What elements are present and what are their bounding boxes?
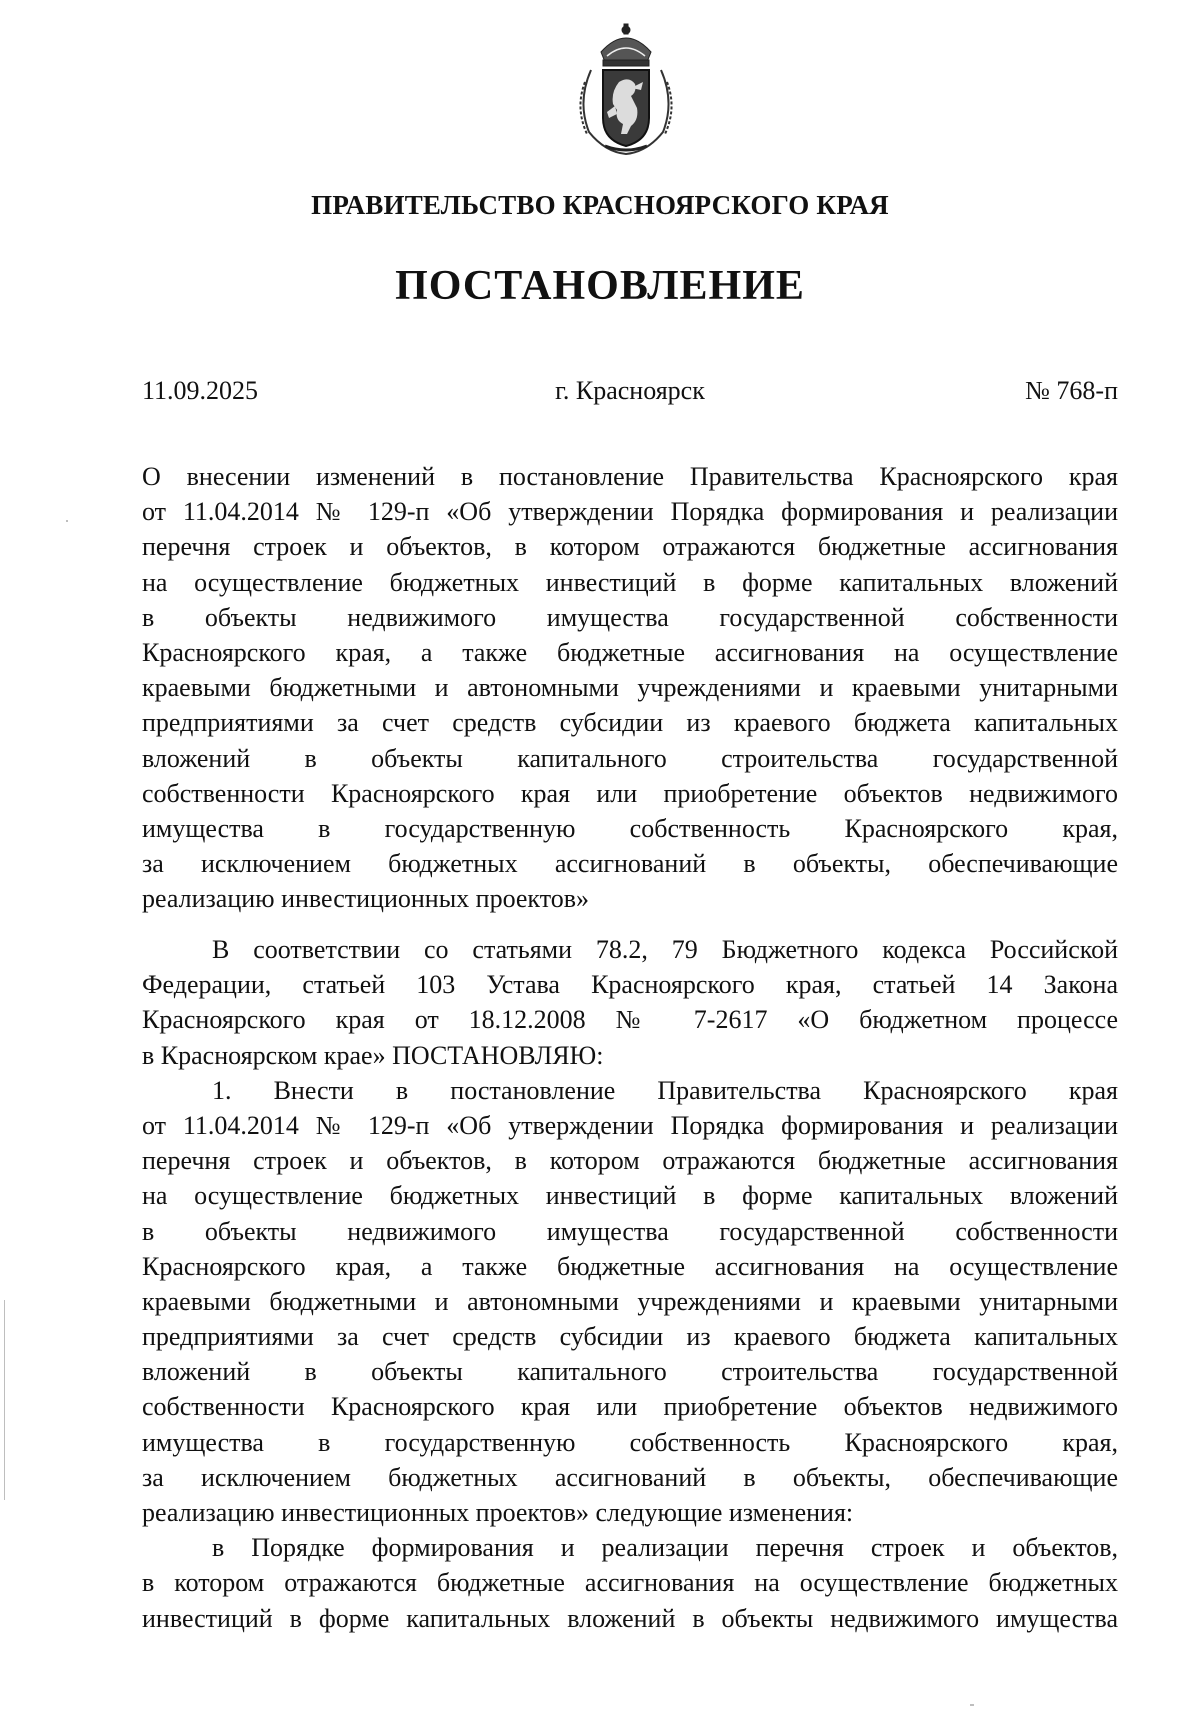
subject-line: в объекты недвижимого имущества государственной собственности: [142, 602, 1118, 632]
issuing-authority: ПРАВИТЕЛЬСТВО КРАСНОЯРСКОГО КРАЯ: [311, 190, 889, 220]
preamble-paragraph: [142, 932, 1118, 1073]
body-line: в Порядке формирования и реализации перечня строек и объектов,: [212, 1533, 1118, 1563]
body-line: Красноярского края от 18.12.2008 № 7-2617 «О бюджетном процессе: [142, 1005, 1118, 1035]
body-line: за исключением бюджетных ассигнований в объекты, обеспечивающие: [142, 1462, 1118, 1492]
body-line: краевыми бюджетными и автономными учреждениями и краевыми унитарными: [142, 1286, 1118, 1316]
body-line: Федерации, статьей 103 Устава Красноярского края, статьей 14 Закона: [142, 970, 1118, 1000]
subject-line: реализацию инвестиционных проектов»: [142, 884, 590, 914]
document-type-title: ПОСТАНОВЛЕНИЕ: [395, 263, 805, 309]
body-line: Красноярского края, а также бюджетные ассигнования на осуществление: [142, 1251, 1118, 1281]
subject-line: от 11.04.2014 № 129-п «Об утверждении Порядка формирования и реализации: [142, 497, 1118, 527]
item-1-paragraph: [142, 1073, 1118, 1530]
body-line: в котором отражаются бюджетные ассигнования на осуществление бюджетных: [142, 1568, 1118, 1598]
subject-line: О внесении изменений в постановление Правительства Красноярского края: [142, 462, 1118, 491]
scan-artifact: [4, 1300, 5, 1500]
document-subject: [142, 459, 1118, 916]
subject-line: за исключением бюджетных ассигнований в объекты, обеспечивающие: [142, 849, 1118, 879]
body-line: собственности Красноярского края или приобретение объектов недвижимого: [142, 1392, 1118, 1422]
document-date: 11.09.2025: [142, 376, 259, 405]
subject-line: имущества в государственную собственность Красноярского края,: [142, 813, 1118, 843]
subject-line: на осуществление бюджетных инвестиций в форме капитальных вложений: [142, 567, 1118, 597]
body-line: реализацию инвестиционных проектов» следующие изменения:: [142, 1498, 854, 1527]
document-city: г. Красноярск: [555, 376, 705, 405]
subject-line: вложений в объекты капитального строительства государственной: [142, 743, 1118, 773]
scan-artifact: [970, 1704, 974, 1706]
body-line: имущества в государственную собственность Красноярского края,: [142, 1427, 1118, 1457]
crown-icon: [601, 24, 651, 66]
document-meta-row: [142, 376, 1118, 410]
body-line: инвестиций в форме капитальных вложений в объекты недвижимого имущества: [142, 1603, 1118, 1633]
body-line: на осуществление бюджетных инвестиций в форме капитальных вложений: [142, 1181, 1118, 1211]
subject-line: Красноярского края, а также бюджетные ассигнования на осуществление: [142, 637, 1118, 667]
subject-line: перечня строек и объектов, в котором отражаются бюджетные ассигнования: [142, 532, 1118, 562]
scan-artifact: [66, 520, 68, 522]
subject-line: предприятиями за счет средств субсидии из краевого бюджета капитальных: [142, 708, 1118, 738]
body-line: в объекты недвижимого имущества государственной собственности: [142, 1216, 1118, 1246]
body-line: 1. Внести в постановление Правительства Красноярского края: [212, 1075, 1118, 1105]
subject-line: собственности Красноярского края или приобретение объектов недвижимого: [142, 778, 1118, 808]
body-line: в Красноярском крае» ПОСТАНОВЛЯЮ:: [142, 1040, 604, 1070]
document-body: [142, 932, 1118, 1636]
body-line: В соответствии со статьями 78.2, 79 Бюджетного кодекса Российской: [212, 935, 1118, 964]
item-1-subparagraph: [142, 1530, 1118, 1636]
coat-of-arms-emblem: [571, 22, 681, 156]
subject-line: краевыми бюджетными и автономными учреждениями и краевыми унитарными: [142, 673, 1118, 703]
body-line: предприятиями за счет средств субсидии из краевого бюджета капитальных: [142, 1322, 1118, 1352]
body-line: от 11.04.2014 № 129-п «Об утверждении Порядка формирования и реализации: [142, 1110, 1118, 1140]
shield-icon: [603, 70, 649, 146]
body-line: вложений в объекты капитального строительства государственной: [142, 1357, 1118, 1387]
document-number: № 768-п: [1025, 376, 1118, 405]
body-line: перечня строек и объектов, в котором отражаются бюджетные ассигнования: [142, 1146, 1118, 1176]
